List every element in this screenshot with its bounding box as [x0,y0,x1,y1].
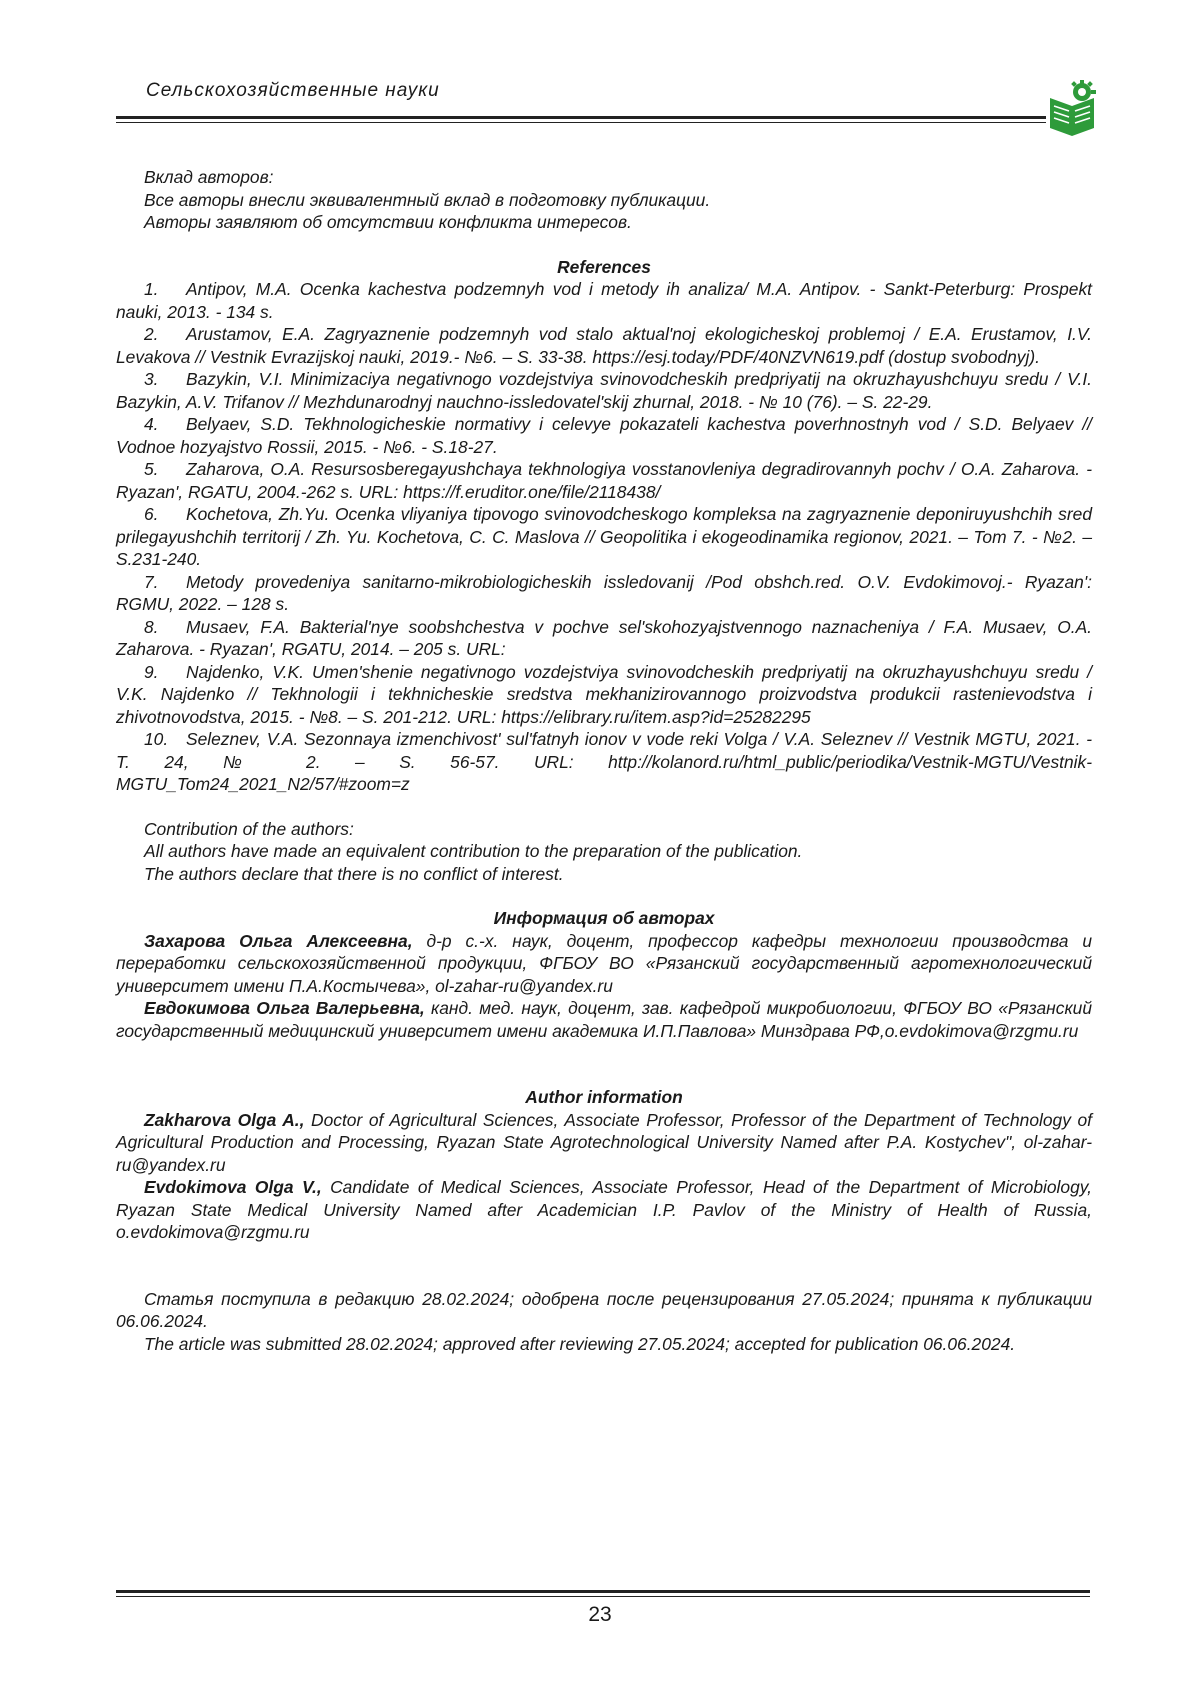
author-name: Evdokimova Olga V., [144,1177,322,1197]
author-name: Евдокимова Ольга Валерьевна, [144,998,425,1018]
authors-en-heading: Author information [525,1087,683,1107]
author-name: Zakharova Olga A., [144,1109,305,1130]
footer-rule-thin [116,1596,1090,1597]
reference-item: 3. Bazykin, V.I. Minimizaciya negativnogo vozdejstviya svinovodcheskih predpriyatij na okruzhayushchuyu sredu / V.I. Bazykin, A.V. Trifanov // Mezhdunarodnyj nauchno-issledovatel'skij zhurnal, 2018. - № 10 (76). – S. 22-29. [116,369,1092,412]
reference-item: 10. Seleznev, V.A. Sezonnaya izmenchivost' sul'fatnyh ionov v vode reki Volga / V.A. Seleznev // Vestnik MGTU, 2021. - T. 24, № 2. – S. 56-57. URL: http://kolanord.ru/html_public/periodika/Vestnik-MGTU/Vestnik-MGTU_Tom24_2021_N2/57/#zoom=z [116,729,1092,794]
contribution-ru-heading: Вклад авторов: [144,167,274,187]
reference-item: 9. Najdenko, V.K. Umen'shenie negativnogo vozdejstviya svinovodcheskih predpriyatij na okruzhayushchuyu sredu / V.K. Najdenko // Tekhnologii i tekhnicheskie sredstva mekhanizirovannogo proizvodstva produkcii rastenievodstva i zhivotnovodstva, 2015. - №8. – S. 201-212. URL: https://elibrary.ru/item.asp?id=25282295 [116,661,1092,727]
authors-ru-heading: Информация об авторах [493,908,715,928]
author-entry: Zakharova Olga A., Doctor of Agricultural Sciences, Associate Professor, Professor of the Department of Technology of Agricultural Production and Processing, Ryazan State Agrotechnological University Named after P.A. Kostychev", ol-zahar-ru@yandex.ru [116,1109,1093,1175]
author-entry: Евдокимова Ольга Валерьевна, канд. мед. наук, доцент, зав. кафедрой микробиологии, ФГБОУ ВО «Рязанский государственный медицинский университет имени академика И.П.Павлова» Минздрава РФ,o.evdokimova@rzgmu.ru [116,998,1092,1041]
header-rule-thick [116,116,1046,119]
reference-item: 6. Kochetova, Zh.Yu. Ocenka vliyaniya tipovogo svinovodcheskogo kompleksa na zagryaznenie deponiruyushchih sred prilegayushchih territorij / Zh. Yu. Kochetova, C. C. Maslova // Geopolitika i ekogeodinamika regionov, 2021. – Tom 7. - №2. – S.231-240. [116,504,1092,569]
contribution-en-line: The authors declare that there is no conflict of interest. [144,863,564,884]
contribution-en [116,818,1092,886]
references-section [116,256,1092,796]
page-number: 23 [588,1603,612,1626]
journal-section-title: Сельскохозяйственные науки [146,80,440,101]
contribution-ru-line: Авторы заявляют об отсутствии конфликта интересов. [144,212,632,232]
contribution-en-line: All authors have made an equivalent contribution to the preparation of the publication. [144,841,803,861]
contribution-en-heading: Contribution of the authors: [144,818,354,839]
author-name: Захарова Ольга Алексеевна, [144,930,413,951]
header-rule-thin [116,122,1046,123]
reference-item: 1. Antipov, M.A. Ocenka kachestva podzemnyh vod i metody ih analiza/ M.A. Antipov. - Sankt-Peterburg: Prospekt nauki, 2013. - 134 s. [116,279,1092,322]
reference-item: 7. Metody provedeniya sanitarno-mikrobiologicheskih issledovanij /Pod obshch.red. O.V. Evdokimovoj.- Ryazan': RGMU, 2022. – 128 s. [116,571,1092,614]
authors-en-section [116,1086,1092,1244]
reference-item: 8. Musaev, F.A. Bakterial'nye soobshchestva v pochve sel'skohozyajstvennogo naznacheniya / F.A. Musaev, O.A. Zaharova. - Ryazan', RGATU, 2014. – 205 s. URL: [116,616,1092,659]
contribution-ru-line: Все авторы внесли эквивалентный вклад в подготовку публикации. [144,189,711,210]
article-dates-ru: Статья поступила в редакцию 28.02.2024; одобрена после рецензирования 27.05.2024; принята к публикации 06.06.2024. [116,1288,1092,1331]
reference-item: 2. Arustamov, E.A. Zagryaznenie podzemnyh vod stalo aktual'noj ekologicheskoj problemoj / E.A. Erustamov, I.V. Levakova // Vestnik Evrazijskoj nauki, 2019.- №6. – S. 33-38. https://esj.today/PDF/40NZVN619.pdf (dostup svobodnyj). [116,324,1092,367]
author-entry: Evdokimova Olga V., Candidate of Medical Sciences, Associate Professor, Head of the Department of Microbiology, Ryazan State Medical University Named after Academician I.P. Pavlov of the Ministry of Health of Russia, o.evdokimova@rzgmu.ru [116,1177,1092,1242]
reference-item: 4. Belyaev, S.D. Tekhnologicheskie normativy i celevye pokazateli kachestva poverhnostnyh vod / S.D. Belyaev // Vodnoe hozyajstvo Rossii, 2015. - №6. - S.18-27. [116,414,1092,457]
page-content [116,166,1092,1355]
article-dates-en: The article was submitted 28.02.2024; approved after reviewing 27.05.2024; accepted for publication 06.06.2024. [144,1333,1016,1354]
journal-logo-icon [1048,80,1096,138]
article-dates [116,1288,1092,1356]
author-entry: Захарова Ольга Алексеевна, д-р с.-х. наук, доцент, профессор кафедры технологии производства и переработки сельскохозяйственной продукции, ФГБОУ ВО «Рязанский государственный агротехнологический университет имени П.А.Костычева», ol-zahar-ru@yandex.ru [116,930,1092,996]
footer-rule-thick [116,1590,1090,1593]
references-heading: References [557,256,651,277]
reference-item: 5. Zaharova, O.A. Resursosberegayushchaya tekhnologiya vosstanovleniya degradirovannyh pochv / O.A. Zaharova. - Ryazan', RGATU, 2004.-262 s. URL: https://f.eruditor.one/file/2118438/ [116,459,1092,502]
authors-ru-section [116,907,1092,1042]
contribution-ru [116,166,1092,234]
